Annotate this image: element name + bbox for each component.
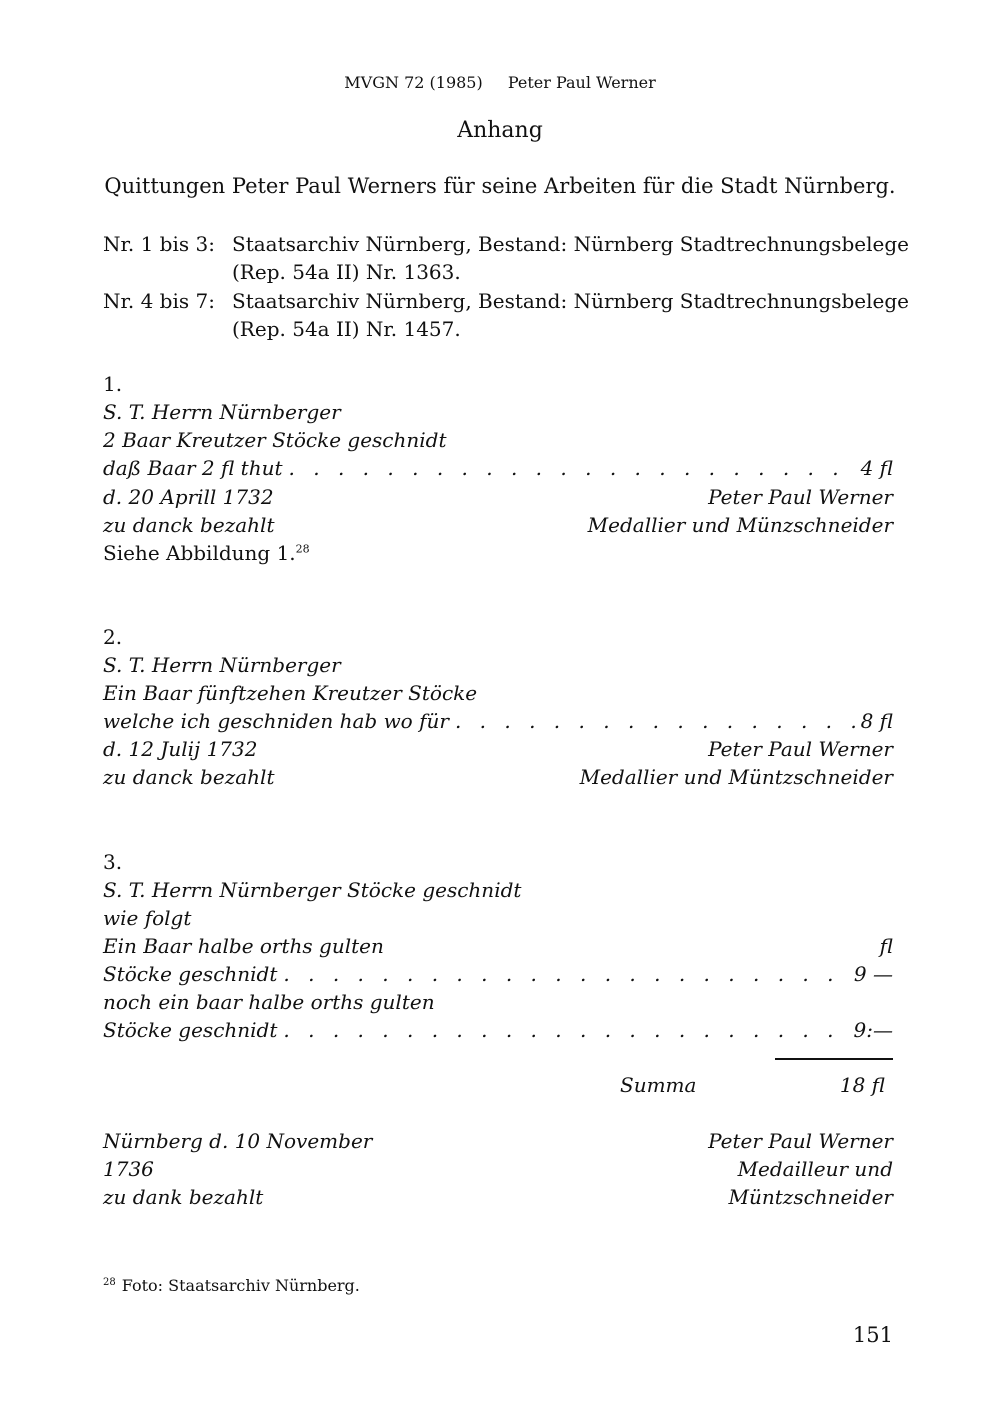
receipt-3-amount-row-1 bbox=[103, 962, 893, 986]
receipt-1-number: 1. bbox=[103, 372, 123, 396]
footnote bbox=[103, 1276, 360, 1295]
receipt-3-paid: zu dank bezahlt bbox=[103, 1185, 264, 1209]
footnote-ref: 28 bbox=[295, 542, 310, 556]
receipt-2-amount-text: welche ich geschniden hab wo für bbox=[103, 709, 449, 733]
receipt-1-see-figure bbox=[103, 541, 310, 565]
footnote-text: Foto: Staatsarchiv Nürnberg. bbox=[121, 1276, 360, 1295]
receipt-3-title-2: Müntzschneider bbox=[728, 1185, 893, 1209]
receipt-1-amount-row bbox=[103, 456, 893, 480]
receipt-3-amount-row-2 bbox=[103, 1018, 893, 1042]
source-label-1: Nr. 1 bis 3: bbox=[103, 232, 215, 256]
receipt-2-addressee: S. T. Herrn Nürnberger bbox=[103, 653, 341, 677]
receipt-3-title-1: Medailleur und bbox=[737, 1157, 893, 1181]
receipt-3-addressee: S. T. Herrn Nürnberger Stöcke geschnidt bbox=[103, 878, 522, 902]
receipt-3-sum-value: 18 fl bbox=[839, 1073, 885, 1097]
receipt-3-line: wie folgt bbox=[103, 906, 192, 930]
source-line-1b: (Rep. 54a II) Nr. 1363. bbox=[232, 260, 461, 284]
receipt-3-sum-label: Summa bbox=[620, 1073, 697, 1097]
receipt-3-item-2: noch ein baar halbe orths gulten bbox=[103, 990, 435, 1014]
source-line-2a: Staatsarchiv Nürnberg, Bestand: Nürnberg Stadtrechnungsbelege bbox=[232, 289, 909, 313]
receipt-3-number: 3. bbox=[103, 850, 123, 874]
receipt-1-signer: Peter Paul Werner bbox=[708, 485, 893, 509]
receipt-3-amount-text-1: Stöcke geschnidt bbox=[103, 962, 278, 986]
receipt-3-item-1: Ein Baar halbe orths gulten bbox=[103, 934, 384, 958]
footnote-mark: 28 bbox=[103, 1276, 116, 1288]
receipt-3-unit: fl bbox=[879, 934, 893, 958]
sum-rule bbox=[775, 1058, 893, 1060]
source-label-2: Nr. 4 bis 7: bbox=[103, 289, 215, 313]
page-number: 151 bbox=[852, 1323, 893, 1347]
running-head-journal: MVGN 72 (1985) bbox=[344, 73, 483, 92]
receipt-2-amount: 8 fl bbox=[860, 709, 893, 733]
leader-dots bbox=[283, 962, 848, 986]
leader-dots bbox=[283, 1018, 847, 1042]
receipt-1-date: d. 20 Aprill 1732 bbox=[103, 485, 274, 509]
receipt-3-amount-1: 9 — bbox=[853, 962, 893, 986]
source-line-2b: (Rep. 54a II) Nr. 1457. bbox=[232, 317, 461, 341]
receipt-2-date: d. 12 Julij 1732 bbox=[103, 737, 258, 761]
receipt-1-title: Medallier und Münzschneider bbox=[587, 513, 893, 537]
receipt-1-addressee: S. T. Herrn Nürnberger bbox=[103, 400, 341, 424]
section-heading: Anhang bbox=[457, 118, 543, 143]
receipt-1-amount: 4 fl bbox=[860, 456, 893, 480]
receipt-3-amount-text-2: Stöcke geschnidt bbox=[103, 1018, 278, 1042]
receipt-1-line: 2 Baar Kreutzer Stöcke geschnidt bbox=[103, 428, 447, 452]
receipt-3-year: 1736 bbox=[103, 1157, 154, 1181]
receipt-3-amount-2: 9:— bbox=[853, 1018, 893, 1042]
see-figure-text: Siehe Abbildung 1. bbox=[103, 541, 296, 565]
running-head-author: Peter Paul Werner bbox=[507, 73, 656, 92]
leader-dots bbox=[455, 709, 855, 733]
receipt-3-signer: Peter Paul Werner bbox=[708, 1129, 893, 1153]
leader-dots bbox=[289, 456, 855, 480]
section-subheading: Quittungen Peter Paul Werners für seine Arbeiten für die Stadt Nürnberg. bbox=[104, 174, 896, 198]
receipt-1-paid: zu danck bezahlt bbox=[103, 513, 275, 537]
source-line-1a: Staatsarchiv Nürnberg, Bestand: Nürnberg Stadtrechnungsbelege bbox=[232, 232, 909, 256]
receipt-2-amount-row bbox=[103, 709, 893, 733]
receipt-2-signer: Peter Paul Werner bbox=[708, 737, 893, 761]
receipt-3-place-date: Nürnberg d. 10 November bbox=[103, 1129, 373, 1153]
running-head bbox=[0, 73, 1000, 92]
receipt-2-line: Ein Baar fünftzehen Kreutzer Stöcke bbox=[103, 681, 478, 705]
receipt-2-number: 2. bbox=[103, 625, 123, 649]
receipt-2-paid: zu danck bezahlt bbox=[103, 765, 275, 789]
receipt-2-title: Medallier und Müntzschneider bbox=[579, 765, 893, 789]
receipt-1-amount-text: daß Baar 2 fl thut bbox=[103, 456, 283, 480]
